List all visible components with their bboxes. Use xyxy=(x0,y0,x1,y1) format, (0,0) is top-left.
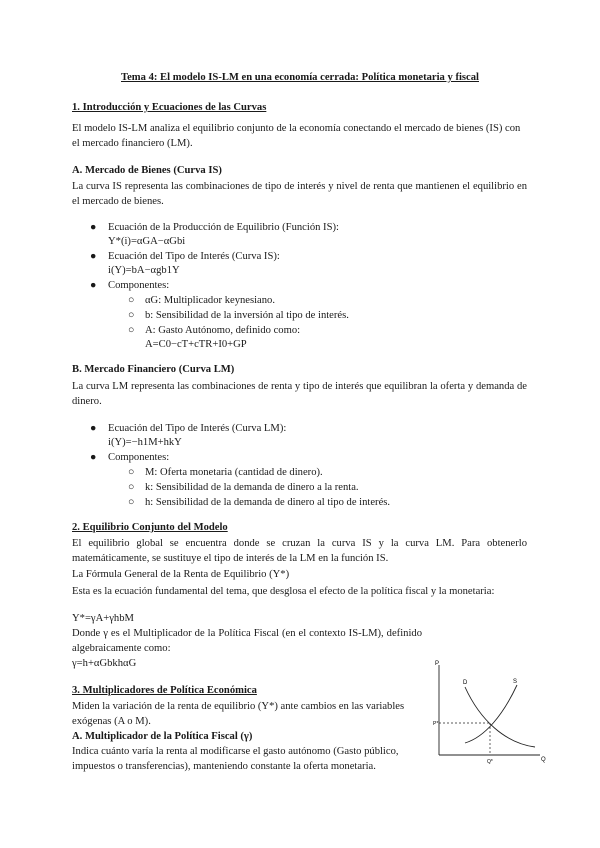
graph-x-axis-label: Q xyxy=(541,757,546,763)
is-bullet-1: Ecuación de la Producción de Equilibrio (Función IS): xyxy=(108,222,339,233)
bullet-dot: ● xyxy=(90,280,97,291)
gamma-equation: γ=h+αGbkhαG xyxy=(72,658,137,669)
section-a-heading: A. Mercado de Bienes (Curva IS) xyxy=(72,165,222,176)
section-b-heading: B. Mercado Financiero (Curva LM) xyxy=(72,364,235,375)
equilibrium-quantity-label: Q* xyxy=(487,759,493,765)
equilibrium-price-label: P* xyxy=(433,721,439,727)
lm-equation-1: i(Y)=−h1M+hkY xyxy=(108,437,182,448)
equilibrium-equation: Y*=γA+γhbM xyxy=(72,613,134,624)
lm-component-2: k: Sensibilidad de la demanda de dinero a la renta. xyxy=(145,482,359,493)
lm-component-1: M: Oferta monetaria (cantidad de dinero). xyxy=(145,467,323,478)
is-component-3: A: Gasto Autónomo, definido como: xyxy=(145,325,301,336)
section-1-heading: 1. Introducción y Ecuaciones de las Curvas xyxy=(72,102,267,113)
is-bullet-list xyxy=(0,220,600,350)
bullet-dot: ● xyxy=(90,251,97,262)
section-3-text: Miden la variación de la renta de equilibrio (Y*) ante cambios en las variables exógenas (A o M). xyxy=(72,701,405,728)
gamma-definition: Donde γ es el Multiplicador de la Política Fiscal (en el contexto IS-LM), definido algebraicamente como: xyxy=(72,628,422,655)
formula-description: Esta es la ecuación fundamental del tema, que desglosa el efecto de la política fiscal y la monetaria: xyxy=(72,586,495,597)
is-bullet-3: Componentes: xyxy=(108,280,170,291)
supply-curve xyxy=(465,685,517,743)
sub-bullet-circle: ○ xyxy=(128,325,135,336)
sub-bullet-circle: ○ xyxy=(128,295,135,306)
is-bullet-2: Ecuación del Tipo de Interés (Curva IS): xyxy=(108,251,280,262)
supply-curve-label: S xyxy=(513,679,518,685)
lm-bullet-list xyxy=(0,421,600,516)
equilibrium-graph xyxy=(425,655,550,770)
section-3a-text: Indica cuánto varía la renta al modificarse el gasto autónomo (Gasto público, impuestos o transferencias), manteniendo constante la oferta monetaria. xyxy=(72,746,399,773)
bullet-dot: ● xyxy=(90,423,97,434)
lm-bullet-1: Ecuación del Tipo de Interés (Curva LM): xyxy=(108,423,287,434)
section-a-text: La curva IS representa las combinaciones de tipo de interés y nivel de renta que mantienen el equilibrio en el mercado de bienes. xyxy=(72,181,527,208)
sub-bullet-circle: ○ xyxy=(128,467,135,478)
is-equation-1: Y*(i)=αGA−αGbi xyxy=(108,236,186,247)
is-equation-2: i(Y)=bA−αgb1Y xyxy=(108,265,180,276)
is-component-3-equation: A=C0−cT+cTR+I0+GP xyxy=(145,339,247,350)
bullet-dot: ● xyxy=(90,452,97,463)
lm-component-3: h: Sensibilidad de la demanda de dinero al tipo de interés. xyxy=(145,497,391,508)
section-3a-heading: A. Multiplicador de la Política Fiscal (γ) xyxy=(72,731,253,742)
lm-bullet-2: Componentes: xyxy=(108,452,170,463)
is-component-2: b: Sensibilidad de la inversión al tipo de interés. xyxy=(145,310,349,321)
section-3-heading: 3. Multiplicadores de Política Económica xyxy=(72,685,257,696)
section-1-intro: El modelo IS-LM analiza el equilibrio conjunto de la economía conectando el mercado de bienes (IS) con el mercado financiero (LM). xyxy=(72,123,521,150)
sub-bullet-circle: ○ xyxy=(128,310,135,321)
formula-title: La Fórmula General de la Renta de Equilibrio (Y*) xyxy=(72,569,290,580)
is-component-1: αG: Multiplicador keynesiano. xyxy=(145,295,276,306)
sub-bullet-circle: ○ xyxy=(128,482,135,493)
section-2-heading: 2. Equilibrio Conjunto del Modelo xyxy=(72,522,228,533)
bullet-dot: ● xyxy=(90,222,97,233)
section-2-text: El equilibrio global se encuentra donde se cruzan la curva IS y la curva LM. Para obtenerlo matemáticamente, se sustituye el tipo de interés de la LM en la función IS. xyxy=(72,538,527,565)
sub-bullet-circle: ○ xyxy=(128,497,135,508)
demand-curve-label: D xyxy=(463,680,468,686)
document-title: Tema 4: El modelo IS-LM en una economía cerrada: Política monetaria y fiscal xyxy=(121,72,479,83)
graph-y-axis-label: P xyxy=(435,661,440,667)
section-b-text: La curva LM representa las combinaciones de renta y tipo de interés que equilibran la oferta y demanda de dinero. xyxy=(72,381,527,408)
